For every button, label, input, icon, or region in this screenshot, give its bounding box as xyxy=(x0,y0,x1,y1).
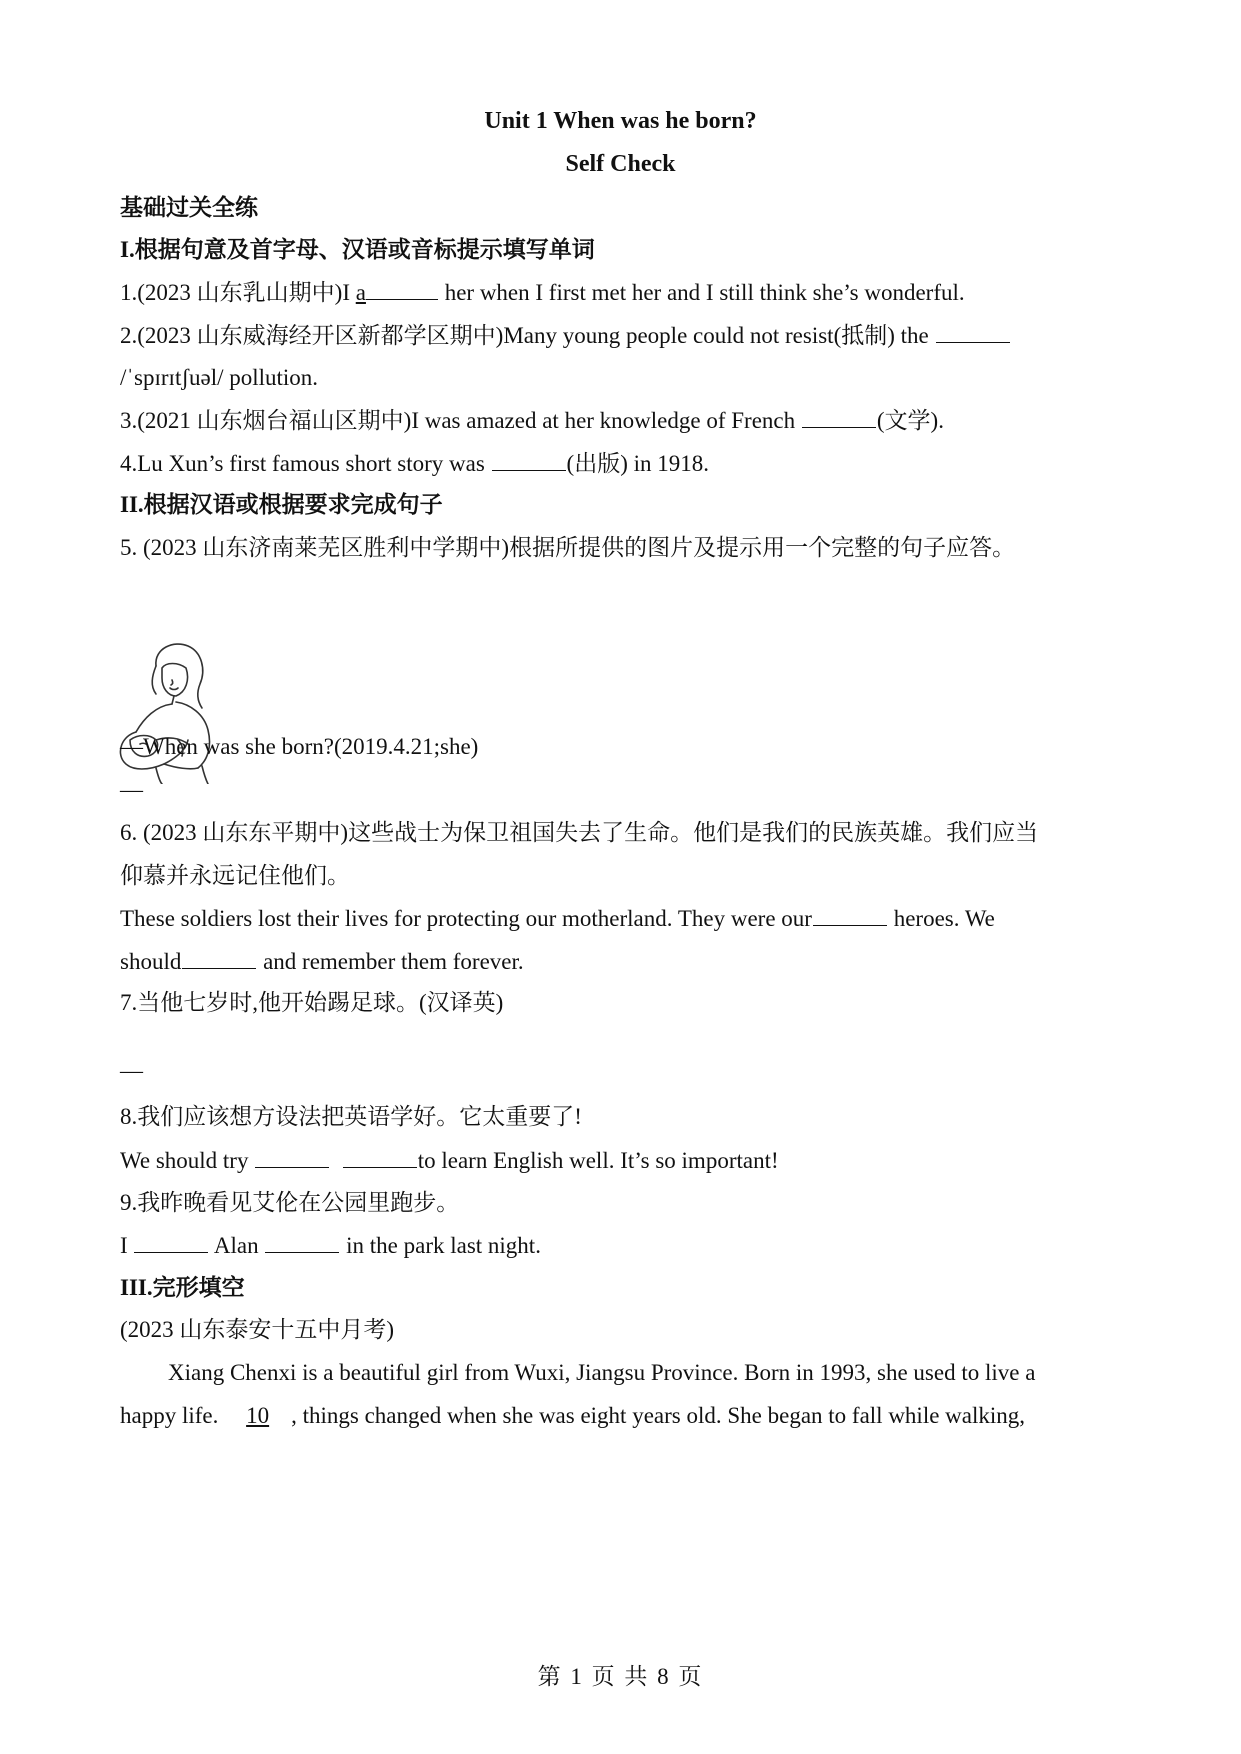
answer-blank xyxy=(802,405,876,428)
question-8-english xyxy=(120,1145,779,1176)
answer-blank xyxy=(366,277,438,300)
answer-blank xyxy=(492,448,566,471)
answer-blank xyxy=(343,1145,417,1168)
q1-text-a: 1.(2023 山东乳山期中)I xyxy=(120,280,356,305)
question-9-chinese: 9.我昨晚看见艾伦在公园里跑步。 xyxy=(120,1190,460,1215)
page-subtitle: Self Check xyxy=(565,151,676,177)
cloze-blank-number: 10 xyxy=(246,1403,270,1428)
question-3 xyxy=(120,405,944,436)
q4-text-a: 4.Lu Xun’s first famous short story was xyxy=(120,451,491,476)
q9-text-a: I xyxy=(120,1233,134,1258)
unit-title: Unit 1 When was he born? xyxy=(484,108,757,134)
q6-text-d: and remember them forever. xyxy=(263,949,524,974)
q1-text-b: her when I first met her and I still think she’s wonderful. xyxy=(444,280,965,305)
question-6-english-cont xyxy=(120,946,524,977)
answer-blank xyxy=(813,903,887,926)
q6-text-a: These soldiers lost their lives for protecting our motherland. They were our xyxy=(120,906,812,931)
answer-blank xyxy=(255,1145,329,1168)
question-7-answer-line: — xyxy=(120,1058,143,1083)
cloze-text-a: happy life. xyxy=(120,1403,225,1428)
cloze-paragraph-line-1: Xiang Chenxi is a beautiful girl from Wuxi, Jiangsu Province. Born in 1993, she used to live a xyxy=(168,1360,1036,1385)
cloze-paragraph-line-2 xyxy=(120,1401,1025,1431)
q9-text-b: Alan xyxy=(213,1233,265,1258)
question-9-english xyxy=(120,1230,541,1261)
question-6-chinese-cont: 仰慕并永远记住他们。 xyxy=(120,863,350,888)
answer-blank xyxy=(134,1230,208,1253)
q2-text-b: /ˈspɪrɪtʃuəl/ pollution. xyxy=(120,365,319,390)
section1-heading: I.根据句意及首字母、汉语或音标提示填写单词 xyxy=(120,237,595,262)
q2-text-a: 2.(2023 山东威海经开区新都学区期中)Many young people could not resist(抵制) the xyxy=(120,323,935,348)
section3-heading: III.完形填空 xyxy=(120,1275,245,1300)
question-4 xyxy=(120,448,709,479)
cloze-source: (2023 山东泰安十五中月考) xyxy=(120,1317,395,1342)
question-6-chinese: 6. (2023 山东东平期中)这些战士为保卫祖国失去了生命。他们是我们的民族英雄。我们应当 xyxy=(120,820,1039,845)
question-5: 5. (2023 山东济南莱芜区胜利中学期中)根据所提供的图片及提示用一个完整的句子应答。 xyxy=(120,535,1016,560)
q4-text-b: (出版) in 1918. xyxy=(566,451,709,476)
question-1 xyxy=(120,277,965,308)
question-2-cont xyxy=(120,363,318,393)
section-basic-heading: 基础过关全练 xyxy=(120,195,258,220)
mother-holding-baby-illustration xyxy=(116,640,230,784)
q8-text-a: We should try xyxy=(120,1148,255,1173)
q9-text-c: in the park last night. xyxy=(346,1233,541,1258)
q8-text-b: to learn English well. It’s so important! xyxy=(417,1148,779,1173)
question-7: 7.当他七岁时,他开始踢足球。(汉译英) xyxy=(120,990,504,1015)
q1-hint-letter: a xyxy=(355,280,366,305)
question-8-chinese: 8.我们应该想方设法把英语学好。它太重要了! xyxy=(120,1104,582,1129)
section2-heading: II.根据汉语或根据要求完成句子 xyxy=(120,492,443,517)
question-5-prompt: —When was she born?(2019.4.21;she) xyxy=(120,734,479,759)
page-footer: 第 1 页 共 8 页 xyxy=(537,1664,704,1689)
q6-text-c: should xyxy=(120,949,182,974)
q3-text-b: (文学). xyxy=(876,408,944,433)
answer-blank xyxy=(182,946,256,969)
answer-blank xyxy=(265,1230,339,1253)
cloze-text-b: , things changed when she was eight years old. She began to fall while walking, xyxy=(291,1403,1026,1428)
q3-text-a: 3.(2021 山东烟台福山区期中)I was amazed at her knowledge of French xyxy=(120,408,801,433)
answer-blank xyxy=(936,320,1010,343)
question-2 xyxy=(120,320,1011,351)
question-6-english xyxy=(120,903,995,934)
q6-text-b: heroes. We xyxy=(893,906,995,931)
question-5-answer-line: — xyxy=(120,777,143,802)
